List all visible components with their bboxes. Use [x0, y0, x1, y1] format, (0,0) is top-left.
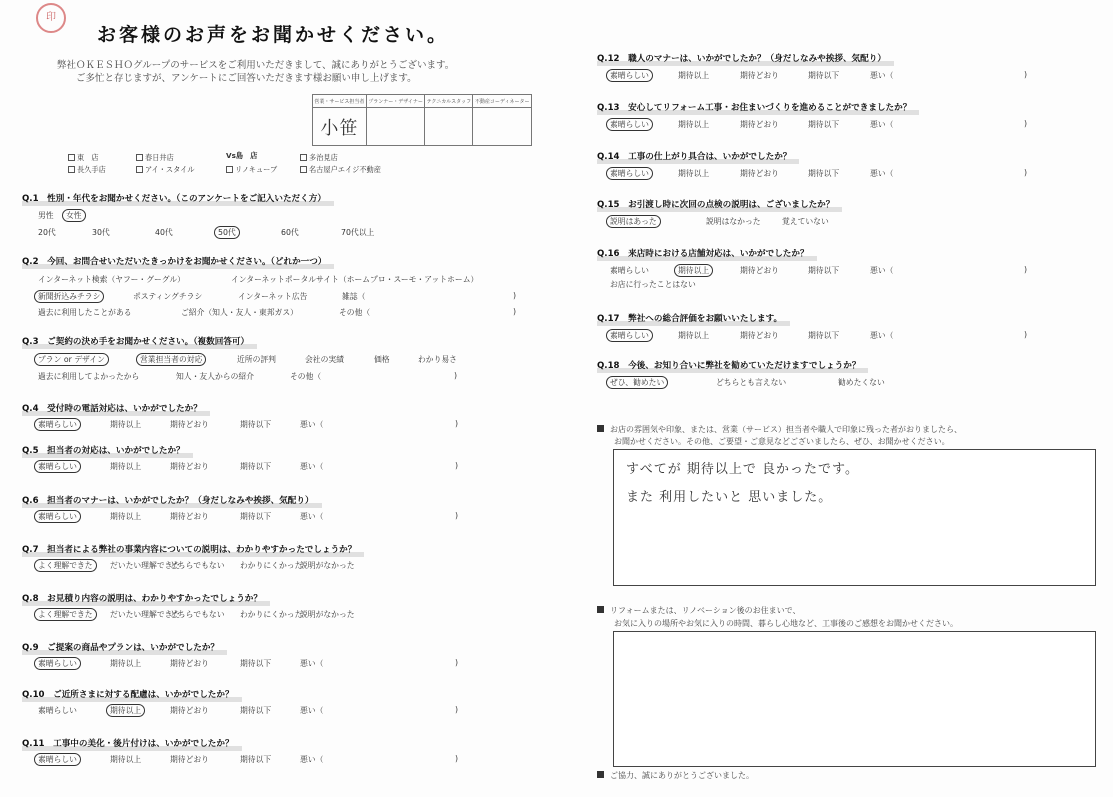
staff-header-planner: プランナー・デザイナー — [366, 95, 425, 108]
option[interactable]: わかり易さ — [418, 355, 457, 364]
option[interactable]: 会社の実績 — [305, 355, 344, 364]
option[interactable]: お店に行ったことはない — [610, 280, 696, 289]
option[interactable]: 40代 — [155, 228, 173, 237]
option[interactable]: インターネット広告 — [238, 292, 308, 301]
store-label: 春日井店 — [145, 153, 174, 162]
question-q18 — [597, 359, 860, 371]
question-text: Q.13 安心してリフォーム工事・お住まいづくりを進めることができましたか？ — [597, 103, 912, 113]
option: ) — [455, 511, 459, 520]
question-text: Q.17 弊社への総合評価をお願いいたします。 — [597, 314, 783, 324]
option[interactable]: 説明がなかった — [300, 561, 355, 570]
checkbox-icon — [136, 154, 143, 161]
option[interactable]: 悪い（ — [870, 331, 894, 340]
option[interactable]: 70代以上 — [341, 228, 375, 237]
question-text: Q.18 今後、お知り合いに弊社を勧めていただけますでしょうか？ — [597, 361, 861, 371]
option[interactable]: わかりにくかった — [240, 561, 303, 570]
option[interactable]: 期待以下 — [240, 755, 272, 764]
bullet-square-icon — [597, 771, 604, 778]
option[interactable]: 期待以上 — [110, 512, 142, 521]
option[interactable]: 期待以下 — [240, 420, 272, 429]
checkbox-icon — [300, 154, 307, 161]
store-label: Vs島 店 — [226, 151, 258, 160]
option[interactable]: 説明はなかった — [706, 217, 761, 226]
question-q3: Q.3 ご契約の決め手をお聞かせください。（複数回答可） — [22, 335, 249, 347]
comment-box-2[interactable] — [613, 631, 1096, 767]
question-q8 — [22, 592, 262, 604]
option[interactable]: 期待以上 — [678, 120, 710, 129]
question-text: Q.11 工事中の美化・後片付けは、いかがでしたか？ — [22, 739, 234, 749]
option[interactable]: 過去に利用してよかったから — [38, 372, 140, 381]
store-option[interactable] — [136, 153, 174, 163]
option[interactable]: 期待以上 — [110, 462, 142, 471]
option[interactable]: 悪い（ — [300, 659, 324, 668]
option[interactable]: 男性 — [38, 211, 54, 220]
checkbox-icon — [68, 154, 75, 161]
option: ) — [454, 371, 458, 380]
staff-header-technical: テクニカルスタッフ — [425, 95, 473, 108]
option[interactable]: 過去に利用したことがある — [38, 308, 132, 317]
comment-prompt-2a: リフォームまたは、リノベーション後のお住まいで、 — [597, 605, 800, 616]
option[interactable]: 悪い（ — [300, 755, 324, 764]
question-q9 — [22, 641, 219, 653]
checkbox-icon — [68, 166, 75, 173]
question-q16 — [597, 247, 809, 259]
question-q6 — [22, 494, 314, 506]
option: ) — [1024, 330, 1028, 339]
option[interactable]: 20代 — [38, 228, 56, 237]
option[interactable]: だいたい理解できた — [110, 610, 181, 619]
option[interactable]: 60代 — [281, 228, 299, 237]
option-selected[interactable]: 営業担当者の対応 — [136, 353, 206, 366]
question-text: Q.5 担当者の対応は、いかがでしたか？ — [22, 446, 185, 456]
option[interactable]: 期待以上 — [110, 659, 142, 668]
comment-answer-line-1: すべてが 期待以上で 良かったです。 — [626, 462, 859, 477]
option-selected[interactable]: 期待以上 — [674, 264, 713, 277]
option[interactable]: 雑誌（ — [342, 292, 366, 301]
option[interactable]: 悪い（ — [300, 420, 324, 429]
store-label: 多治見店 — [309, 153, 338, 162]
staff-planner-cell[interactable] — [366, 108, 425, 146]
option[interactable]: 期待どおり — [740, 120, 779, 129]
store-option-selected[interactable] — [226, 151, 257, 161]
option-selected[interactable]: 素晴らしい — [606, 118, 653, 131]
staff-technical-cell[interactable] — [425, 108, 473, 146]
store-option[interactable] — [300, 165, 381, 175]
option[interactable]: 期待以下 — [240, 462, 272, 471]
question-q17 — [597, 312, 782, 324]
option: ) — [1024, 168, 1028, 177]
checkbox-icon — [226, 166, 233, 173]
checkbox-icon — [136, 166, 143, 173]
question-q7 — [22, 543, 356, 555]
option[interactable]: 期待以下 — [808, 120, 840, 129]
option[interactable]: 期待どおり — [170, 512, 209, 521]
option[interactable]: 素晴らしい — [38, 706, 77, 715]
option-selected[interactable]: 素晴らしい — [34, 657, 81, 670]
option[interactable]: 近所の評判 — [237, 355, 276, 364]
option-selected[interactable]: 素晴らしい — [34, 460, 81, 473]
option[interactable]: 期待以上 — [678, 71, 710, 80]
store-option[interactable] — [300, 153, 338, 163]
option-selected[interactable]: 50代 — [214, 226, 240, 239]
option[interactable]: わかりにくかった — [240, 610, 303, 619]
option-selected[interactable]: 説明はあった — [606, 215, 661, 228]
option: ) — [1024, 70, 1028, 79]
option-selected[interactable]: 素晴らしい — [606, 69, 653, 82]
thanks-note: ご協力、誠にありがとうございました。 — [597, 770, 754, 781]
option[interactable]: 期待以下 — [808, 71, 840, 80]
intro-line-2: ご多忙と存じますが、アンケートにご回答いただきます様お願い申し上げます。 — [76, 73, 417, 84]
store-option[interactable] — [68, 165, 106, 175]
option[interactable]: インターネット検索（ヤフー・グーグル） — [38, 275, 185, 284]
bullet-square-icon — [597, 606, 604, 613]
staff-header-realestate: 不動産コーディネーター — [473, 95, 532, 108]
option[interactable]: 期待どおり — [170, 755, 209, 764]
option[interactable]: 期待どおり — [170, 706, 209, 715]
question-text: Q.12 職人のマナーは、いかがでしたか？（身だしなみや挨拶、気配り） — [597, 54, 886, 64]
question-text: Q.15 お引渡し時に次回の点検の説明は、ございましたか？ — [597, 200, 835, 210]
option[interactable]: 期待どおり — [740, 331, 779, 340]
option-selected[interactable]: 新聞折込みチラシ — [34, 290, 104, 303]
question-q1: Q.1 性別・年代をお聞かせください。（このアンケートをご記入いただく方） — [22, 192, 326, 204]
option-selected[interactable]: ぜひ、勧めたい — [606, 376, 668, 389]
option[interactable]: 期待以上 — [110, 420, 142, 429]
store-option[interactable] — [226, 165, 277, 175]
option[interactable]: 期待どおり — [740, 71, 779, 80]
intro-line-1: 弊社ＯＫＥＳＨＯグループのサービスをご利用いただきまして、誠にありがとうございます。 — [57, 60, 455, 71]
question-q12 — [597, 52, 886, 64]
checkbox-icon — [300, 166, 307, 173]
option: ) — [455, 705, 459, 714]
option[interactable]: 悪い（ — [870, 71, 894, 80]
option: ) — [455, 419, 459, 428]
question-q13 — [597, 101, 911, 113]
option[interactable]: どちらでもない — [170, 561, 225, 570]
option[interactable]: 30代 — [92, 228, 110, 237]
store-label: 長久手店 — [77, 165, 106, 174]
option: ) — [1024, 265, 1028, 274]
option[interactable]: ポスティングチラシ — [133, 292, 203, 301]
option-selected[interactable]: 素晴らしい — [34, 418, 81, 431]
bullet-square-icon — [597, 425, 604, 432]
question-q4 — [22, 402, 202, 414]
page-title: お客様のお声をお聞かせください。 — [97, 24, 450, 46]
option: ) — [1024, 119, 1028, 128]
option-selected[interactable]: プラン or デザイン — [34, 353, 109, 366]
option[interactable]: 期待どおり — [740, 169, 779, 178]
option[interactable]: 期待以上 — [110, 755, 142, 764]
question-text: Q.4 受付時の電話対応は、いかがでしたか？ — [22, 404, 202, 414]
staff-sales-handwritten: 小笹 — [320, 117, 359, 139]
option[interactable]: 期待以上 — [678, 331, 710, 340]
option: ) — [513, 291, 517, 300]
staff-table — [312, 94, 532, 146]
question-text: Q.14 工事の仕上がり具合は、いかがでしたか？ — [597, 152, 792, 162]
option-selected[interactable]: 素晴らしい — [34, 753, 81, 766]
store-option[interactable] — [68, 153, 99, 163]
option[interactable]: 期待以上 — [678, 169, 710, 178]
option[interactable]: 期待以下 — [240, 706, 272, 715]
option[interactable]: 悪い（ — [300, 706, 324, 715]
staff-sales-cell[interactable] — [313, 108, 367, 146]
option-selected[interactable]: 素晴らしい — [606, 167, 653, 180]
option[interactable]: 期待以下 — [240, 659, 272, 668]
option: ) — [455, 754, 459, 763]
option-selected[interactable]: 素晴らしい — [606, 329, 653, 342]
question-text: Q.6 担当者のマナーは、いかがでしたか？（身だしなみや挨拶、気配り） — [22, 496, 314, 506]
question-q5 — [22, 444, 185, 456]
option[interactable]: その他（ — [339, 308, 371, 317]
question-q10 — [22, 688, 234, 700]
option[interactable]: 期待以下 — [240, 512, 272, 521]
comment-prompt-1a: お店の雰囲気や印象、または、営業（サービス）担当者や職人で印象に残った者がおりましたら、 — [597, 424, 962, 435]
store-label: アイ・スタイル — [145, 165, 195, 174]
option[interactable]: 期待どおり — [740, 266, 779, 275]
comment-prompt-1b: お聞かせください。その他、ご要望・ご意見などございましたら、ぜひ、お聞かせください。 — [614, 437, 950, 446]
comment-answer-line-2: また 利用したいと 思いました。 — [626, 490, 833, 505]
option[interactable]: 悪い（ — [870, 266, 894, 275]
store-label: リノキューブ — [235, 165, 278, 174]
store-label: 東 店 — [77, 153, 99, 162]
comment-box-1[interactable] — [613, 449, 1096, 586]
option[interactable]: 勧めたくない — [838, 378, 885, 387]
option: ) — [513, 307, 517, 316]
comment-prompt-2b: お気に入りの場所やお気に入りの時間、暮らし心地など、工事後のご感想をお聞かせください。 — [614, 619, 958, 628]
stamp-seal: 印 — [36, 3, 66, 33]
question-text: Q.9 ご提案の商品やプランは、いかがでしたか？ — [22, 643, 220, 653]
option: ) — [455, 658, 459, 667]
option[interactable]: 期待どおり — [170, 659, 209, 668]
option[interactable]: 期待以下 — [808, 169, 840, 178]
option[interactable]: 悪い（ — [870, 169, 894, 178]
question-text: Q.16 来店時における店舗対応は、いかがでしたか？ — [597, 249, 809, 259]
option-selected[interactable]: 女性 — [62, 209, 86, 222]
option[interactable]: 覚えていない — [782, 217, 829, 226]
question-q2: Q.2 今回、お問合せいただいたきっかけをお聞かせください。（どれか一つ） — [22, 255, 326, 267]
option[interactable]: 悪い（ — [300, 512, 324, 521]
option: ) — [455, 461, 459, 470]
staff-realestate-cell[interactable] — [473, 108, 532, 146]
question-q11 — [22, 737, 234, 749]
option[interactable]: どちらとも言えない — [716, 378, 787, 387]
question-q14 — [597, 150, 791, 162]
option[interactable]: 期待どおり — [170, 420, 209, 429]
option[interactable]: その他（ — [290, 372, 322, 381]
store-label: 名古屋户エイジ不動産 — [309, 165, 381, 174]
option[interactable]: 素晴らしい — [610, 266, 649, 275]
option[interactable]: ご紹介（知人・友人・東邦ガス） — [181, 308, 298, 317]
option[interactable]: 期待以下 — [808, 331, 840, 340]
option-selected[interactable]: 期待以上 — [106, 704, 145, 717]
option[interactable]: 知人・友人からの紹介 — [176, 372, 254, 381]
option[interactable]: 悪い（ — [870, 120, 894, 129]
option[interactable]: 期待どおり — [170, 462, 209, 471]
option-selected[interactable]: よく理解できた — [34, 559, 97, 572]
question-q15 — [597, 198, 834, 210]
option[interactable]: 期待以下 — [808, 266, 840, 275]
option[interactable]: 説明がなかった — [300, 610, 355, 619]
option-selected[interactable]: よく理解できた — [34, 608, 97, 621]
option[interactable]: 価格 — [374, 355, 390, 364]
store-option[interactable] — [136, 165, 195, 175]
question-text: Q.10 ご近所さまに対する配慮は、いかがでしたか？ — [22, 690, 234, 700]
option-selected[interactable]: 素晴らしい — [34, 510, 81, 523]
option[interactable]: どちらでもない — [170, 610, 225, 619]
option[interactable]: 悪い（ — [300, 462, 324, 471]
option[interactable]: インターネットポータルサイト（ホームプロ・スーモ・アットホーム） — [231, 275, 479, 284]
question-text: Q.8 お見積り内容の説明は、わかりやすかったでしょうか？ — [22, 594, 262, 604]
question-text: Q.7 担当者による弊社の事業内容についての説明は、わかりやすかったでしょうか？ — [22, 545, 357, 555]
option[interactable]: だいたい理解できた — [110, 561, 181, 570]
staff-header-sales: 営業・サービス担当者 — [313, 95, 367, 108]
